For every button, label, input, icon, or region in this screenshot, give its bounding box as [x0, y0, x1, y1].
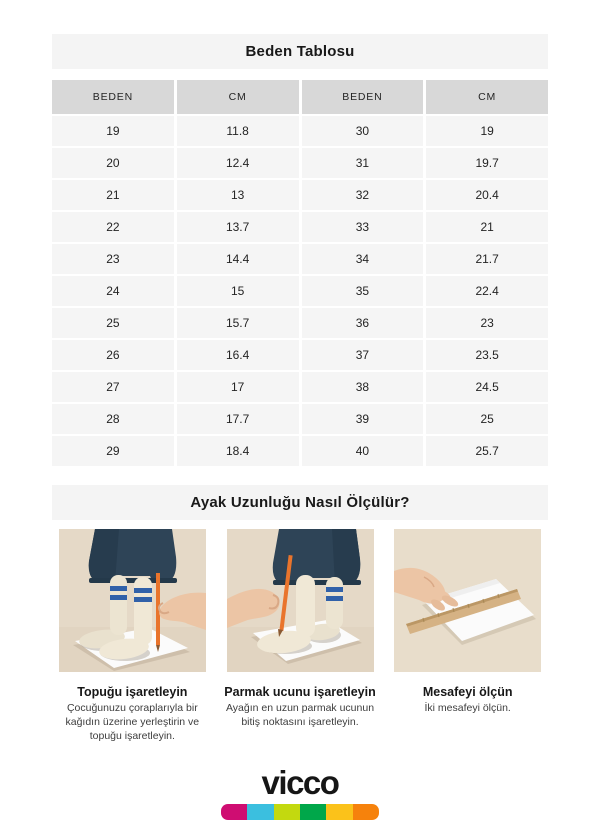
measure-steps	[52, 529, 548, 744]
step-card-mark-toe	[220, 529, 381, 744]
table-cell: 21	[52, 180, 174, 210]
page-title: Beden Tablosu	[245, 43, 355, 60]
table-cell: 25	[426, 404, 548, 434]
table-row	[52, 372, 548, 402]
table-cell: 21.7	[426, 244, 548, 274]
table-cell: 19	[52, 116, 174, 146]
step-card-measure-distance	[387, 529, 548, 744]
table-cell: 36	[302, 308, 424, 338]
toe-mark-photo	[227, 529, 374, 672]
table-cell: 20.4	[426, 180, 548, 210]
measure-heading-banner	[52, 485, 548, 520]
table-cell: 40	[302, 436, 424, 466]
step-title: Mesafeyi ölçün	[422, 685, 513, 699]
table-row	[52, 340, 548, 370]
table-cell: 15	[177, 276, 299, 306]
table-cell: 25.7	[426, 436, 548, 466]
table-cell: 18.4	[177, 436, 299, 466]
table-cell: 32	[302, 180, 424, 210]
table-cell: 17	[177, 372, 299, 402]
step-card-mark-heel	[52, 529, 213, 744]
table-row	[52, 276, 548, 306]
table-cell: 23	[426, 308, 548, 338]
table-cell: 13	[177, 180, 299, 210]
header-cell-cm-1: CM	[177, 80, 299, 114]
table-row	[52, 148, 548, 178]
table-cell: 35	[302, 276, 424, 306]
brand-color-segment	[221, 804, 247, 820]
table-cell: 21	[426, 212, 548, 242]
table-cell: 17.7	[177, 404, 299, 434]
table-row	[52, 308, 548, 338]
step-description: İki mesafeyi ölçün.	[424, 702, 511, 714]
brand-color-segment	[326, 804, 352, 820]
table-row	[52, 244, 548, 274]
table-cell: 20	[52, 148, 174, 178]
table-row	[52, 180, 548, 210]
table-cell: 11.8	[177, 116, 299, 146]
table-cell: 19.7	[426, 148, 548, 178]
header-cell-cm-2: CM	[426, 80, 548, 114]
step-title: Parmak ucunu işaretleyin	[224, 685, 376, 699]
brand-color-segment	[247, 804, 273, 820]
table-cell: 23	[52, 244, 174, 274]
table-cell: 16.4	[177, 340, 299, 370]
brand-colorbar	[221, 804, 379, 820]
table-cell: 24.5	[426, 372, 548, 402]
table-row	[52, 404, 548, 434]
header-cell-beden-1: BEDEN	[52, 80, 174, 114]
table-row	[52, 436, 548, 466]
table-cell: 25	[52, 308, 174, 338]
table-cell: 15.7	[177, 308, 299, 338]
ruler-measure-photo	[394, 529, 541, 672]
table-cell: 22.4	[426, 276, 548, 306]
table-cell: 19	[426, 116, 548, 146]
table-cell: 30	[302, 116, 424, 146]
size-table	[52, 80, 548, 466]
heel-mark-photo	[59, 529, 206, 672]
table-row	[52, 212, 548, 242]
size-table-title-banner	[52, 34, 548, 69]
table-cell: 38	[302, 372, 424, 402]
table-cell: 22	[52, 212, 174, 242]
table-cell: 39	[302, 404, 424, 434]
brand-color-segment	[353, 804, 379, 820]
page	[52, 34, 548, 820]
table-cell: 33	[302, 212, 424, 242]
table-cell: 34	[302, 244, 424, 274]
size-table-header	[52, 80, 548, 114]
brand-logo: vicco	[261, 763, 339, 801]
step-title: Topuğu işaretleyin	[77, 685, 188, 699]
header-cell-beden-2: BEDEN	[302, 80, 424, 114]
table-cell: 27	[52, 372, 174, 402]
table-cell: 31	[302, 148, 424, 178]
footer	[52, 763, 548, 820]
brand-color-segment	[274, 804, 300, 820]
table-cell: 26	[52, 340, 174, 370]
table-cell: 37	[302, 340, 424, 370]
table-cell: 23.5	[426, 340, 548, 370]
table-row	[52, 116, 548, 146]
brand-color-segment	[300, 804, 326, 820]
table-cell: 29	[52, 436, 174, 466]
table-cell: 14.4	[177, 244, 299, 274]
table-cell: 13.7	[177, 212, 299, 242]
table-cell: 12.4	[177, 148, 299, 178]
size-table-body	[52, 116, 548, 466]
measure-heading: Ayak Uzunluğu Nasıl Ölçülür?	[190, 494, 410, 511]
step-description: Ayağın en uzun parmak ucunun bitiş noktasını işaretleyin.	[225, 702, 375, 728]
step-description: Çocuğunuzu çoraplarıyla bir kağıdın üzerine yerleştirin ve topuğu işaretleyin.	[65, 702, 200, 742]
table-cell: 24	[52, 276, 174, 306]
table-cell: 28	[52, 404, 174, 434]
